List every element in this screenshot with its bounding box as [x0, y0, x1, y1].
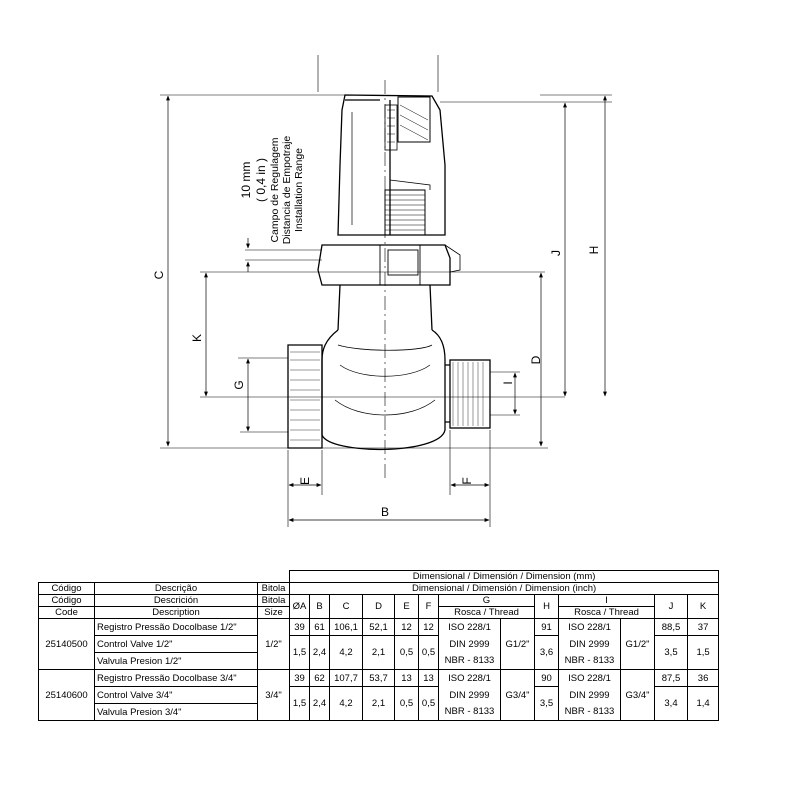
extension-lines [160, 55, 612, 527]
row1-i-std1: ISO 228/1 [559, 619, 621, 636]
row2-i-thread: G3/4" [621, 670, 655, 721]
dim-label-k: K [190, 333, 204, 343]
header-col-j: J [655, 595, 688, 619]
header-codigo-pt: Código [39, 583, 95, 595]
row1-mm-j: 88,5 [655, 619, 688, 636]
header-descricao-pt: Descrição [95, 583, 258, 595]
header-bitola-pt: Bitola [258, 583, 290, 595]
row1-code: 25140500 [39, 619, 95, 670]
row1-in-a: 1,5 [290, 636, 310, 670]
row2-g-std1: ISO 228/1 [439, 670, 501, 687]
dim-label-h: H [587, 245, 601, 255]
row2-i-std1: ISO 228/1 [559, 670, 621, 687]
row1-i-std2: DIN 2999 [559, 636, 621, 653]
range-value: 10 mm [239, 161, 253, 199]
row1-i-std3: NBR - 8133 [559, 653, 621, 670]
row2-in-e: 0,5 [395, 687, 419, 721]
row1-in-h: 3,6 [535, 636, 559, 670]
header-col-d: D [363, 595, 395, 619]
row2-mm-a: 39 [290, 670, 310, 687]
row2-mm-f: 13 [419, 670, 439, 687]
row1-in-j: 3,5 [655, 636, 688, 670]
header-dim-inch: Dimensional / Dimensión / Dimension (inch) [290, 583, 719, 595]
header-dim-mm: Dimensional / Dimensión / Dimension (mm) [290, 571, 719, 583]
row1-in-c: 4,2 [330, 636, 363, 670]
dimension-lines [168, 96, 605, 520]
row1-in-d: 2,1 [363, 636, 395, 670]
row1-desc-pt: Registro Pressão Docolbase 1/2" [95, 619, 258, 636]
row1-in-f: 0,5 [419, 636, 439, 670]
header-i-thread: Rosca / Thread [559, 607, 655, 619]
row2-g-std2: DIN 2999 [439, 687, 501, 704]
header-col-c: C [330, 595, 363, 619]
header-code-en: Code [39, 607, 95, 619]
dim-label-i: I [501, 381, 515, 385]
row1-mm-a: 39 [290, 619, 310, 636]
row1-mm-d: 52,1 [363, 619, 395, 636]
header-col-g: G [439, 595, 535, 607]
row2-mm-d: 53,7 [363, 670, 395, 687]
row1-in-k: 1,5 [688, 636, 719, 670]
row2-i-std3: NBR - 8133 [559, 704, 621, 721]
row2-mm-b: 62 [310, 670, 330, 687]
row2-in-d: 2,1 [363, 687, 395, 721]
row2-in-h: 3,5 [535, 687, 559, 721]
row2-mm-k: 36 [688, 670, 719, 687]
row2-in-j: 3,4 [655, 687, 688, 721]
row1-g-std3: NBR - 8133 [439, 653, 501, 670]
header-col-b: B [310, 595, 330, 619]
row1-g-std1: ISO 228/1 [439, 619, 501, 636]
header-codigo-es: Código [39, 595, 95, 607]
header-col-a: ØA [290, 595, 310, 619]
header-description-en: Description [95, 607, 258, 619]
row1-mm-k: 37 [688, 619, 719, 636]
range-label-es: Distancia de Empotraje [281, 135, 293, 245]
header-col-e: E [395, 595, 419, 619]
spec-table [38, 570, 719, 721]
row2-desc-pt: Registro Pressão Docolbase 3/4" [95, 670, 258, 687]
dim-label-c: C [152, 270, 166, 280]
header-col-k: K [688, 595, 719, 619]
row2-g-std3: NBR - 8133 [439, 704, 501, 721]
header-col-f: F [419, 595, 439, 619]
row1-size: 1/2" [258, 619, 290, 670]
row2-in-k: 1,4 [688, 687, 719, 721]
row1-i-thread: G1/2" [621, 619, 655, 670]
row1-g-thread: G1/2" [501, 619, 535, 670]
dim-label-d: D [529, 355, 543, 365]
dim-label-j: J [549, 250, 563, 256]
header-bitola-es: Bitola [258, 595, 290, 607]
header-col-i: I [559, 595, 655, 607]
row2-in-f: 0,5 [419, 687, 439, 721]
row1-mm-h: 91 [535, 619, 559, 636]
row1-desc-es: Valvula Presion 1/2" [95, 653, 258, 670]
row2-desc-en: Control Valve 3/4" [95, 687, 258, 704]
row1-mm-f: 12 [419, 619, 439, 636]
row2-mm-e: 13 [395, 670, 419, 687]
row2-in-c: 4,2 [330, 687, 363, 721]
header-descricao-es: Descrición [95, 595, 258, 607]
row2-size: 3/4" [258, 670, 290, 721]
dim-label-e: E [298, 476, 312, 486]
header-size-en: Size [258, 607, 290, 619]
row2-mm-h: 90 [535, 670, 559, 687]
row1-mm-e: 12 [395, 619, 419, 636]
row2-mm-j: 87,5 [655, 670, 688, 687]
row2-in-b: 2,4 [310, 687, 330, 721]
row2-desc-es: Valvula Presion 3/4" [95, 704, 258, 721]
dim-label-g: G [232, 380, 246, 390]
row2-g-thread: G3/4" [501, 670, 535, 721]
range-label-pt: Campo de Regulagem [269, 137, 281, 243]
row1-in-e: 0,5 [395, 636, 419, 670]
row2-mm-c: 107,7 [330, 670, 363, 687]
row2-i-std2: DIN 2999 [559, 687, 621, 704]
range-value-inch: ( 0,4 in ) [254, 157, 268, 203]
dim-label-b: B [380, 505, 390, 519]
range-label-en: Installation Range [293, 147, 305, 233]
header-col-h: H [535, 595, 559, 619]
row1-mm-c: 106,1 [330, 619, 363, 636]
table-corner [39, 571, 290, 583]
row1-in-b: 2,4 [310, 636, 330, 670]
dim-label-f: F [460, 477, 474, 485]
row1-g-std2: DIN 2999 [439, 636, 501, 653]
header-g-thread: Rosca / Thread [439, 607, 535, 619]
row1-mm-b: 61 [310, 619, 330, 636]
row2-code: 25140600 [39, 670, 95, 721]
row2-in-a: 1,5 [290, 687, 310, 721]
row1-desc-en: Control Valve 1/2" [95, 636, 258, 653]
